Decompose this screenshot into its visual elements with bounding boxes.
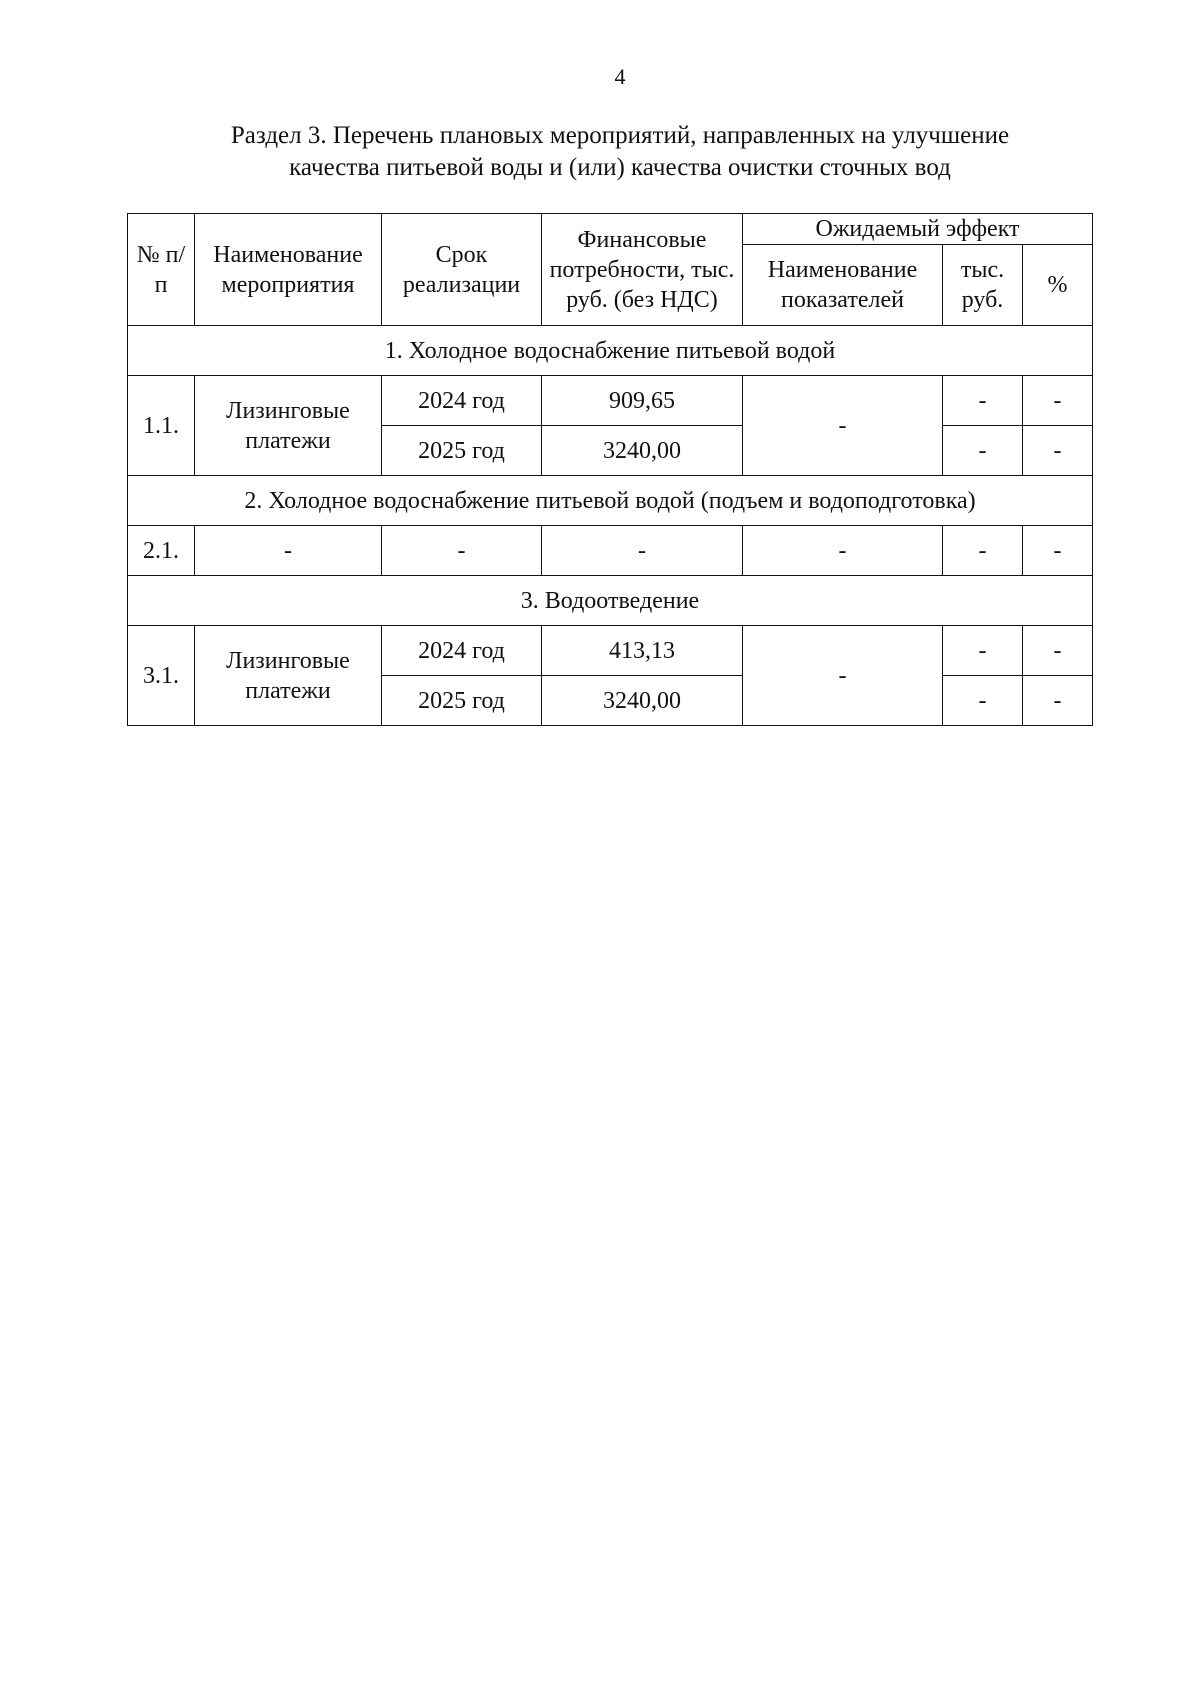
row-indicator: - [743, 526, 943, 576]
row-term: 2024 год [382, 626, 542, 676]
row-name: - [195, 526, 382, 576]
row-percent: - [1023, 426, 1093, 476]
row-rub: - [943, 676, 1023, 726]
row-name: Лизинговые платежи [195, 376, 382, 476]
row-rub: - [943, 626, 1023, 676]
header-term: Срок реализации [382, 214, 542, 326]
table-row [128, 376, 1093, 426]
table-row [128, 526, 1093, 576]
row-num: 2.1. [128, 526, 195, 576]
row-rub: - [943, 526, 1023, 576]
row-percent: - [1023, 676, 1093, 726]
row-num: 1.1. [128, 376, 195, 476]
section-2-title: 2. Холодное водоснабжение питьевой водой (подъем и водоподготовка) [128, 476, 1093, 526]
row-name: Лизинговые платежи [195, 626, 382, 726]
section-title [0, 120, 1200, 184]
measures-table [127, 213, 1093, 726]
row-finance: - [542, 526, 743, 576]
section-1-title: 1. Холодное водоснабжение питьевой водой [128, 326, 1093, 376]
page-number: 4 [614, 64, 626, 89]
row-indicator: - [743, 376, 943, 476]
row-percent: - [1023, 626, 1093, 676]
row-term: 2025 год [382, 426, 542, 476]
header-finance: Финансовые потребности, тыс. руб. (без НДС) [542, 214, 743, 326]
row-finance: 413,13 [542, 626, 743, 676]
row-rub: - [943, 426, 1023, 476]
row-finance: 909,65 [542, 376, 743, 426]
table-row [128, 626, 1093, 676]
row-finance: 3240,00 [542, 676, 743, 726]
row-rub: - [943, 376, 1023, 426]
section-title-line-2: качества питьевой воды и (или) качества очистки сточных вод [289, 154, 951, 181]
row-term: 2025 год [382, 676, 542, 726]
row-term: - [382, 526, 542, 576]
header-percent: % [1023, 245, 1093, 326]
header-indicator: Наименование показателей [743, 245, 943, 326]
header-effect: Ожидаемый эффект [743, 214, 1093, 245]
row-indicator: - [743, 626, 943, 726]
section-3-title: 3. Водоотведение [128, 576, 1093, 626]
header-rub: тыс. руб. [943, 245, 1023, 326]
row-percent: - [1023, 376, 1093, 426]
row-num: 3.1. [128, 626, 195, 726]
header-name: Наименование мероприятия [195, 214, 382, 326]
section-title-line-1: Раздел 3. Перечень плановых мероприятий, направленных на улучшение [230, 122, 1010, 149]
row-percent: - [1023, 526, 1093, 576]
row-term: 2024 год [382, 376, 542, 426]
header-num: № п/п [128, 214, 195, 326]
row-finance: 3240,00 [542, 426, 743, 476]
